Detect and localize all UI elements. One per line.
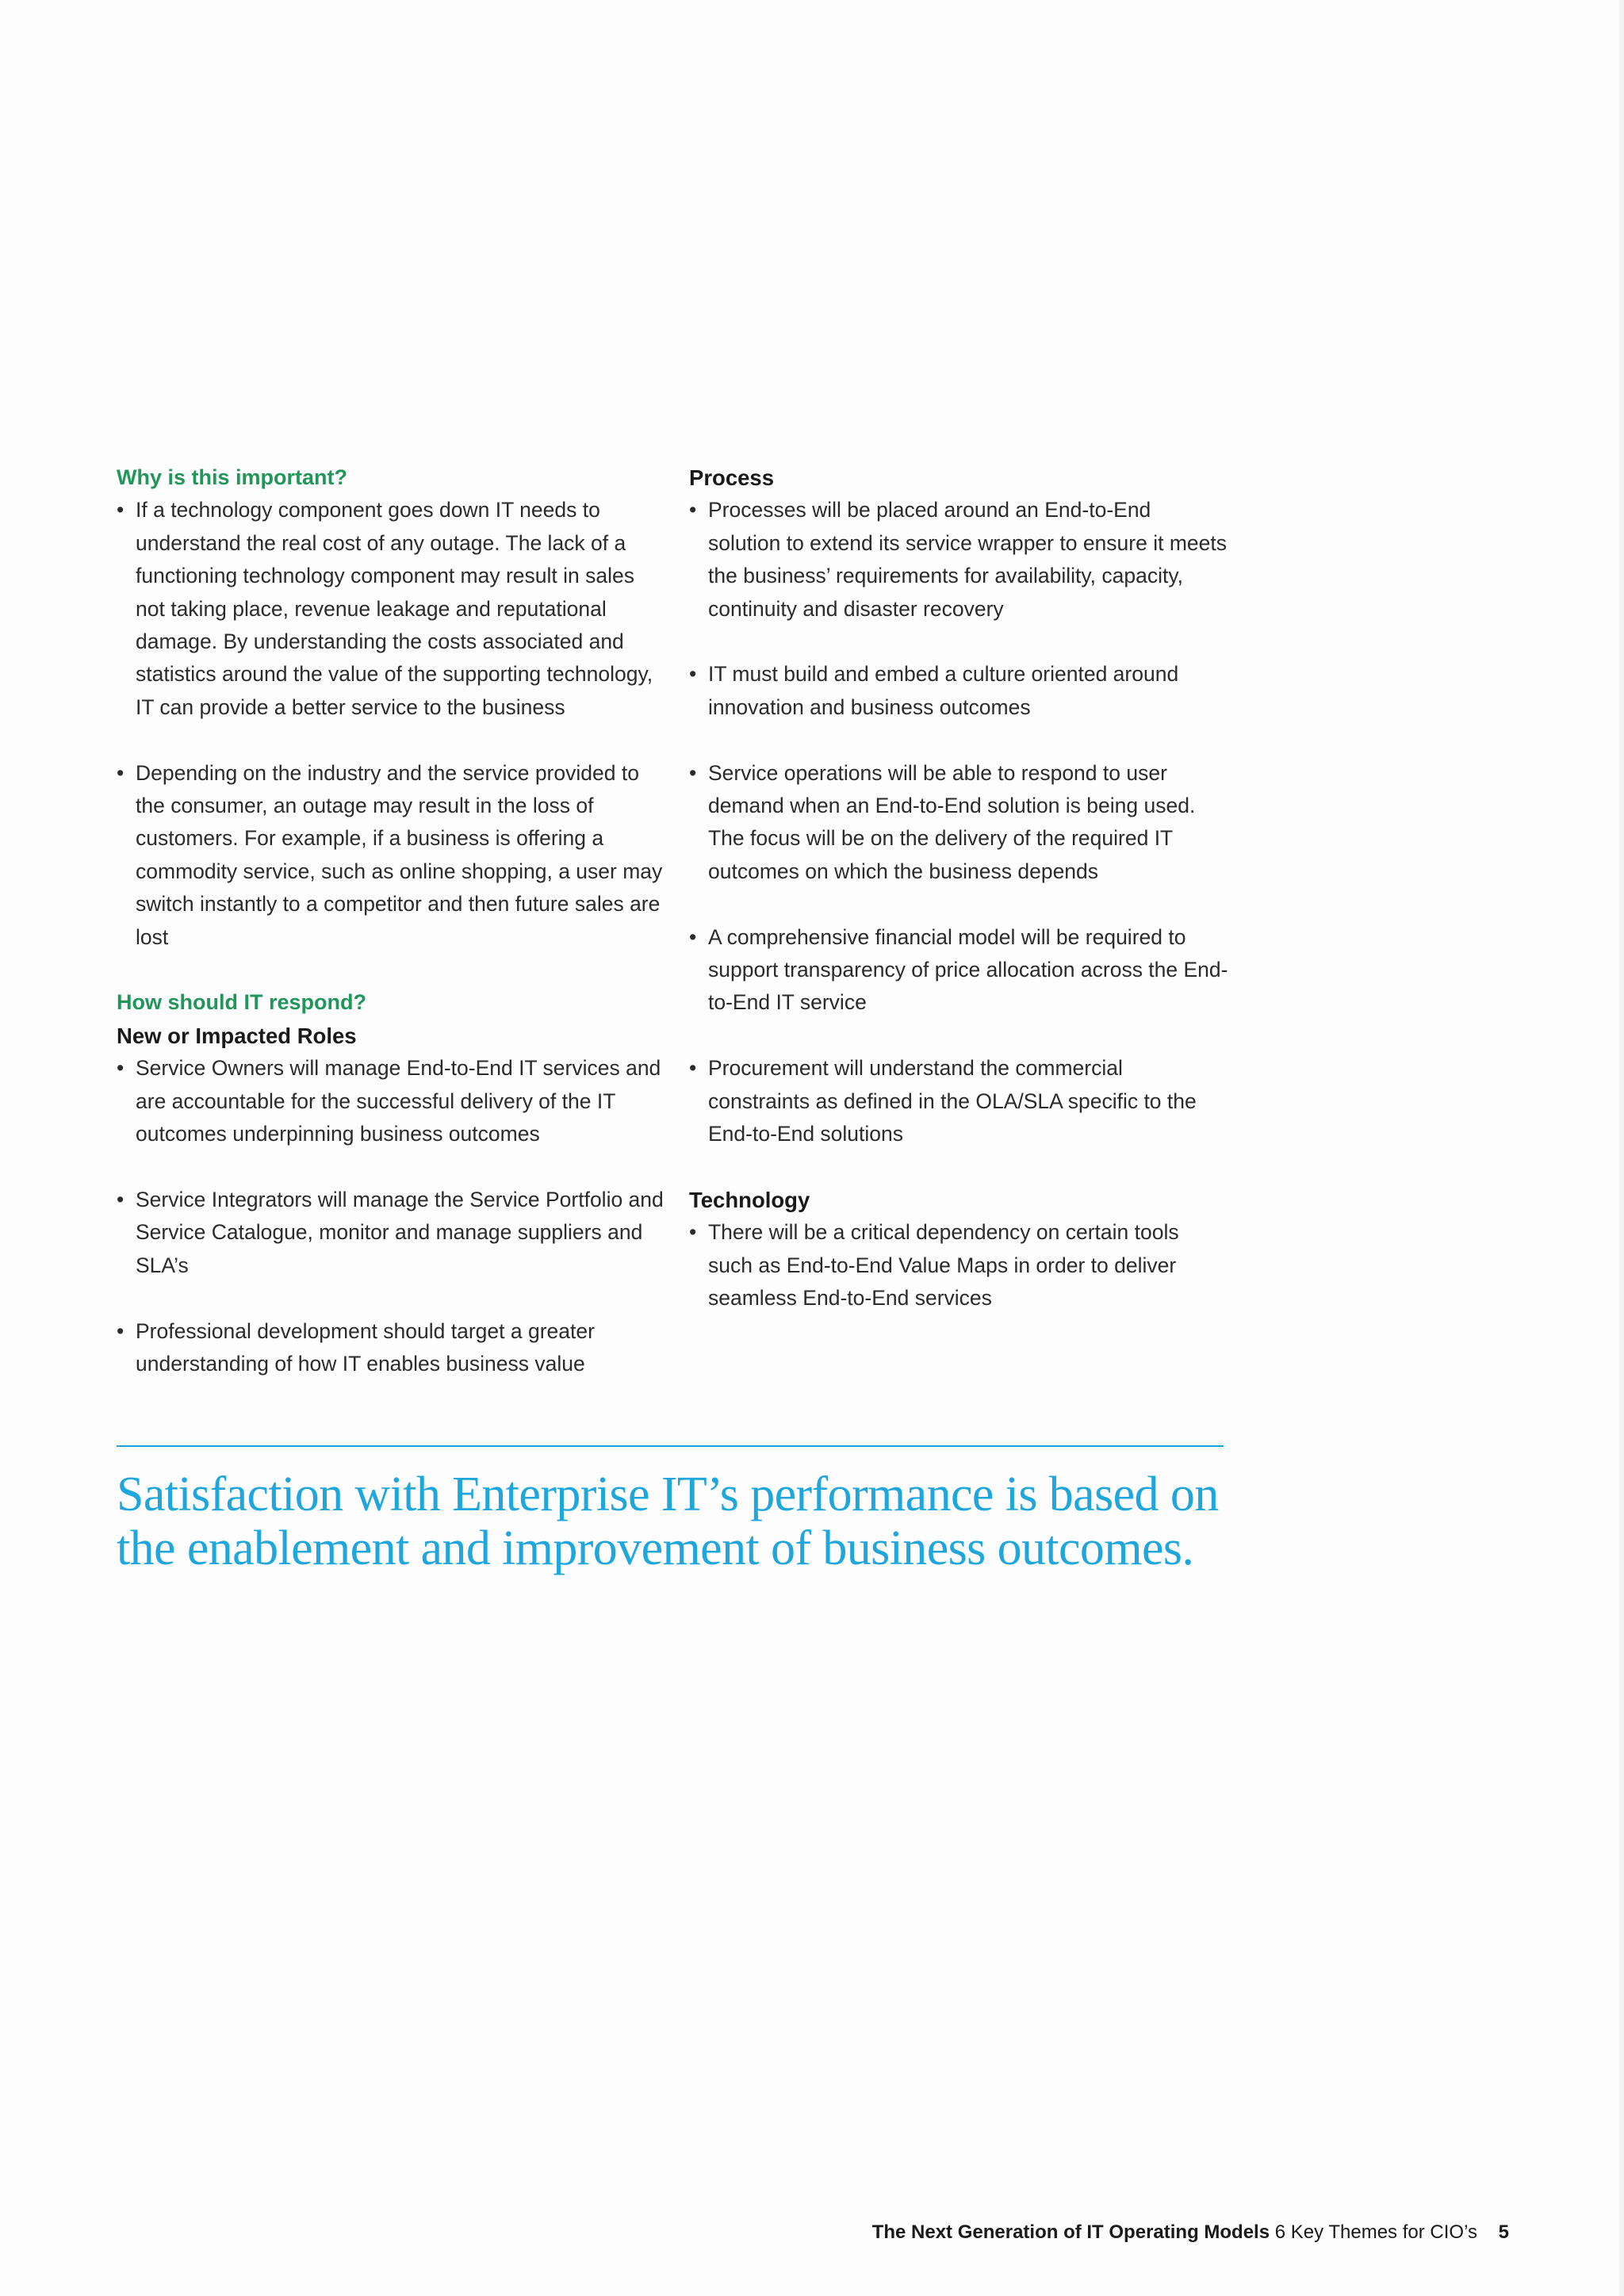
process-list xyxy=(689,494,1228,1150)
list-item: • Service Owners will manage End-to-End IT services and are accountable for the successful delivery of the IT outcomes underpinning business outcomes xyxy=(117,1052,664,1150)
list-item: • There will be a critical dependency on certain tools such as End-to-End Value Maps in order to deliver seamless End-to-End services xyxy=(689,1216,1228,1314)
how-respond-heading: How should IT respond? xyxy=(117,990,366,1015)
list-item: • Depending on the industry and the service provided to the consumer, an outage may result in the loss of customers. For example, if a business is offering a commodity service, such as online shopping, a user may switch instantly to a competitor and then future sales are lost xyxy=(117,757,664,954)
process-subheading: Process xyxy=(689,465,775,490)
pull-quote-line-2: the enablement and improvement of business outcomes. xyxy=(117,1521,1194,1575)
left-column xyxy=(117,461,664,1380)
list-item: • Professional development should target a greater understanding of how IT enables business value xyxy=(117,1315,664,1381)
right-column xyxy=(689,461,1228,1314)
page-number: 5 xyxy=(1498,2221,1509,2243)
list-item: • Service operations will be able to respond to user demand when an End-to-End solution is being used. The focus will be on the delivery of the required IT outcomes on which the business depends xyxy=(689,757,1228,889)
why-important-heading: Why is this important? xyxy=(117,465,348,489)
pull-quote xyxy=(117,1468,1243,1575)
list-item: • A comprehensive financial model will be required to support transparency of price allocation across the End-to-End IT service xyxy=(689,921,1228,1020)
divider-rule xyxy=(117,1445,1224,1447)
page-edge xyxy=(1619,0,1624,2296)
technology-subheading: Technology xyxy=(689,1187,810,1212)
list-item: • Service Integrators will manage the Service Portfolio and Service Catalogue, monitor and manage suppliers and SLA’s xyxy=(117,1184,664,1282)
list-item: • Processes will be placed around an End-to-End solution to extend its service wrapper to ensure it meets the business’ requirements for availability, capacity, continuity and disaster recovery xyxy=(689,494,1228,626)
why-important-list xyxy=(117,494,664,954)
pull-quote-line-1: Satisfaction with Enterprise IT’s performance is based on xyxy=(117,1468,1219,1521)
roles-list xyxy=(117,1052,664,1380)
footer-title: The Next Generation of IT Operating Models xyxy=(871,2221,1270,2243)
list-item: • If a technology component goes down IT needs to understand the real cost of any outage. The lack of a functioning technology component may result in sales not taking place, revenue leakage and reputational damage. By understanding the costs associated and statistics around the value of the supporting technology, IT can provide a better service to the business xyxy=(117,494,664,724)
page-footer xyxy=(872,2221,1509,2244)
list-item: • IT must build and embed a culture oriented around innovation and business outcomes xyxy=(689,658,1228,724)
list-item: • Procurement will understand the commercial constraints as defined in the OLA/SLA specific to the End-to-End solutions xyxy=(689,1052,1228,1150)
roles-subheading: New or Impacted Roles xyxy=(117,1023,357,1048)
technology-list xyxy=(689,1216,1228,1314)
footer-subtitle: 6 Key Themes for CIO’s xyxy=(1274,2221,1477,2243)
